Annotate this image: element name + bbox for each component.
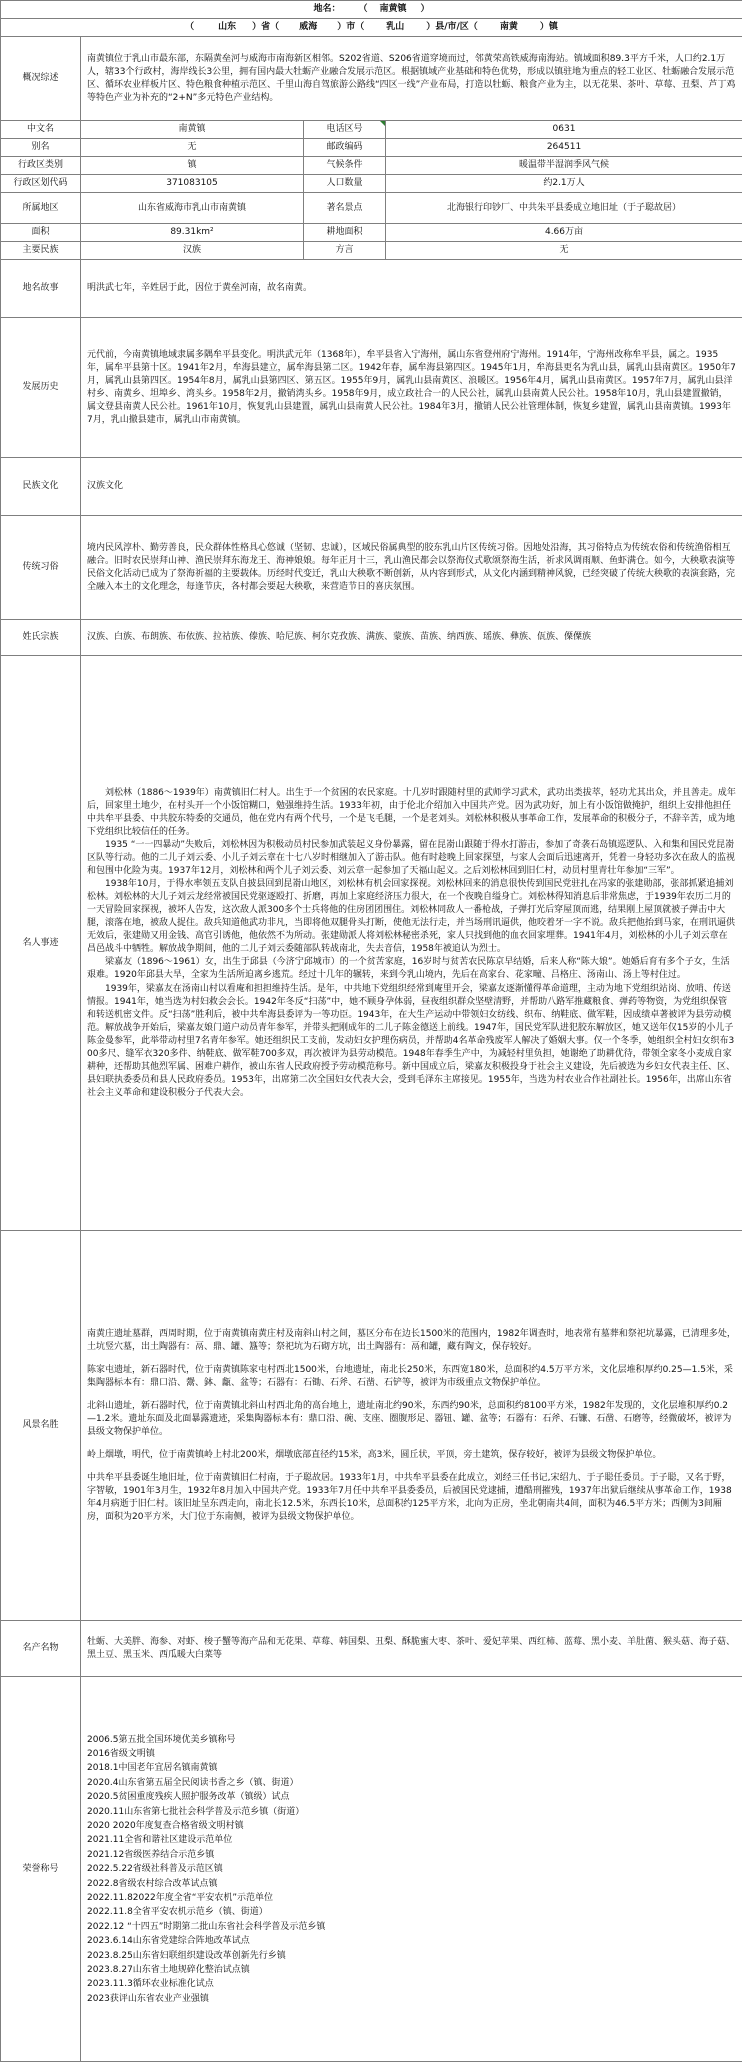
attractions-label: 著名景点 bbox=[304, 193, 386, 224]
population-value: 约2.1万人 bbox=[386, 175, 742, 193]
admin-region-header: （ 山东 ）省（ 威海 ）市（ 乳山 ）县/市/区（ 南黄 ）镇 bbox=[1, 19, 742, 37]
honor-item: 2022.5.22省级社科普及示范区镇 bbox=[87, 1864, 223, 1875]
scenery-paragraph: 陈家屯遗址，新石器时代，位于南黄镇陈家屯村西北1500米，台地遗址，南北长250米，东西宽180米，总面积约4.5万平方米，文化层堆积厚约0.25—1.5米，采集陶器标本有：鼎口沿、鬶、鉢、甗、盆等；石器有：石锄、石斧、石凿、石铲等，被评为市级重点文物保护单位。 bbox=[87, 1364, 733, 1388]
honor-item: 2016省级文明镇 bbox=[87, 1749, 155, 1760]
dialect-label: 方言 bbox=[304, 242, 386, 260]
farmland-value: 4.66万亩 bbox=[386, 224, 742, 242]
province-value: 山东 bbox=[218, 22, 237, 33]
county-value: 乳山 bbox=[386, 22, 405, 33]
honor-item: 2006.5第五批全国环境优美乡镇称号 bbox=[87, 1734, 236, 1745]
alias-value: 无 bbox=[81, 139, 304, 157]
honor-item: 2023.8.25山东省妇联组织建设改革创新先行乡镇 bbox=[87, 1950, 286, 1961]
people-paragraph: 1935 “一一四暴动”失败后，刘松林因为积极动员村民参加武装起义身份暴露，留在昆嵛山跟随于得水打游击，参加了奇袭石岛镇巡逻队、入和集和国民党昆嵛区队等行动。他的二儿子刘云委、小儿子刘云章在十七八岁时相继加入了游击队。他有时趁晚上回家探望，与家人会面后迅速离开，凭着一身轻功多次在敌人的监视和包围中化险为夷。1937年12月，刘松林和两个儿子刘云委、刘云章一起参加了天福山起义。之后刘松林回到旧仁村，动员村里青壮年参加“三军”。 bbox=[87, 840, 736, 877]
area-value: 89.31km² bbox=[81, 224, 304, 242]
postal-label: 邮政编码 bbox=[304, 139, 386, 157]
name-cn-label: 中文名 bbox=[1, 121, 81, 139]
paren-open: （ bbox=[358, 4, 368, 14]
honor-item: 2023.6.14山东省党建综合阵地改革试点 bbox=[87, 1936, 250, 1947]
customs-label: 传统习俗 bbox=[1, 516, 81, 620]
customs-text: 境内民风淳朴、勤劳善良，民众群体性格具心悠诚（坚韧、忠诚），区域民俗属典型的胶东乳山片区传统习俗。因地处沿海，其习俗特点为传统农俗和传统渔俗相互融合。旧时农民崇拜山神、渔民崇拜东海龙王、海神娘娘。每年正月十三，乳山渔民都会以祭海仪式歌颂祭海生活，祈求风调雨顺、鱼虾满仓。如今，大秧歌表演等民俗文化活动已成为了祭海祈福的主要载体。历经时代变迁，乳山大秧歌不断创新，从内容到形式，从文化内涵到精神风貌，已经突破了传统大秧歌的表演套路，完全融入本土的文化理念，每逢节庆，各村都会要起大秧歌，来营造节日的喜庆氛围。 bbox=[81, 516, 742, 620]
products-text: 牡蛎、大美胖、海参、对虾、梭子蟹等海产品和无花果、草莓、韩国梨、丑梨、酥脆蜜大枣、茶叶、爱妃苹果、西红柿、蓝莓、黑小麦、羊肚菌、猴头菇、海子菇、黑土豆、黑玉米、西瓜暖大白菜等 bbox=[81, 1621, 742, 1677]
place-label: 地名： bbox=[313, 4, 341, 14]
honor-item: 2023获评山东省农业产业强镇 bbox=[87, 1993, 209, 2004]
people-paragraph: 刘松林（1886～1939年）南黄镇旧仁村人。出生于一个贫困的农民家庭。十几岁时跟随村里的武师学习武术，武功出类拔萃，轻功尤其出众，并且善走。成年后，回家里土地少，在村头开一个小饭馆糊口，勉强维持生活。1933年初，由于伦北介绍加入中国共产党。因为武功好，加上有小饭馆做掩护，组织上安排他担任中共牟平县委、中共胶东特委的交通员，他在党内有两个代号，一个是飞毛腿，一个是老刘头。刘松林积极从事革命工作，发展革命的积极分子，不辞辛苦，成为地下党组织比较信任的任务。 bbox=[87, 787, 736, 837]
town-value: 南黄 bbox=[499, 22, 518, 33]
place-name-header: 地名： （ 南黄镇 ） bbox=[1, 1, 742, 19]
climate-label: 气候条件 bbox=[304, 157, 386, 175]
town-unit: ）镇 bbox=[539, 22, 558, 33]
scenery-paragraph: 中共牟平县委诞生地旧址，位于南黄镇旧仁村南，于子聪故居。1933年1月，中共牟平县委在此成立，刘经三任书记,宋绍九、于子聪任委员。于子聪，又名于野，字智敏，1901年3月生，1932年8月加入中国共产党。1933年7月任中共牟平县委委员，后被国民党逮捕，遭酷刑摧残，1937年出狱后继续从事革命工作，1938年4月病逝于旧仁村。该旧址呈东西走向，南北长12.5米，东西长10米，总面积约125平方米，北向为正房，坐北朝南共4间，面积为46.5平方米；西侧为3间厢房，面积为20平方米，大门位于东南侧，被评为县级文物保护单位。 bbox=[87, 1472, 732, 1523]
name-cn-value: 南黄镇 bbox=[81, 121, 304, 139]
location-value: 山东省威海市乳山市南黄镇 bbox=[81, 193, 304, 224]
honors-label: 荣誉称号 bbox=[1, 1677, 81, 2062]
honor-item: 2022.12 “十四五”时期第二批山东省社会科学普及示范乡镇 bbox=[87, 1921, 326, 1932]
area-label: 面积 bbox=[1, 224, 81, 242]
county-unit: ）县/市/区（ bbox=[426, 22, 478, 33]
scenery-text bbox=[81, 1231, 742, 1621]
ethnic-culture-text: 汉族文化 bbox=[81, 458, 742, 516]
honor-item: 2022.8省级农村综合改革试点镇 bbox=[87, 1878, 218, 1889]
overview-label: 概况综述 bbox=[1, 37, 81, 121]
honors-list bbox=[81, 1677, 742, 2062]
people-paragraph: 1938年10月，于得水率领五支队自披县回到昆嵛山地区，刘松林有机会回家探视。刘松林回来的消息很快传到国民党驻扎在冯家的张建勋部，张部抓紧追捕刘松林。刘松林的大儿子刘云龙经常被国民党驱逐殴打、折磨，再加上家庭经济压力很大，在一个夜晚自缢身亡。刘松林得知消息后非常焦虑，于1939年农历二月的一天冒险回家探视，被坏人告发，这次敌人派300多个士兵将他的住房团团围住。刘松林同敌人一番枪战，子弹打光后穿屋顶而逃，结果刚上屋顶就被子弹击中大腿，滚落在地，被敌人捉住。敌兵知道他武功非凡，当即将他双腿骨头打断，使他无法行走，并当场刑讯逼供，他咬着牙一字不说。敌兵把他抬到马家，在刑讯逼供无效后，张建勋又用金钱、高官引诱他，他依然不为所动。张建勋派人将刘松林秘密杀死，家人只找到他的血衣回家埋葬。1941年4月，刘松林的小儿子刘云章在昌邑战斗中牺牲。解放战争期间，他的二儿子刘云委随部队转战南北，失去音信，1958年被追认为烈士。 bbox=[87, 879, 736, 955]
people-paragraph: 1939年，梁嘉友在汤南山村以看庵和担担维持生活。是年，中共地下党组织经常到庵里开会，梁嘉友逐渐懂得革命道理，主动为地下党组织站岗、放哨、传送情报。1941年，她当选为村妇救会会长。1942年冬反“扫荡”中，她不顾身孕体弱，昼夜组织群众坚壁清野，并帮助八路军推藏粮食、弹药等物资，为党组织保管和转送机密文件。反“扫荡”胜利后，被中共牟海县委评为一等功臣。1943年，在大生产运动中带领妇女纺线、织布、纳鞋底、做军鞋，因成绩卓著被评为县劳动模范。解放战争开始后，梁嘉友娘门道户动员青年参军，并带头把刚成年的二儿子陈金德送上前线。1947年，国民党军队进犯胶东解放区，她又送年仅15岁的小儿子陈金曼参军，此举带动村里7名青年参军。她还组织民工支前，发动妇女护理伤病员，并帮助4名革命残废军人解决了婚姻大事。仅一个冬季，她组织全村妇女织布300多尺、缝军衣320多件、纳鞋底、做军鞋700多双，再次被评为县劳动模范。1948年春季生产中，为减轻村里负担，她谢绝了助耕优待，带领全家冬小麦成自家耕种，还帮助其他烈军属、困难户耕作，被山东省人民政府授予劳动模范称号。新中国成立后，梁嘉友积极投身于社会主义建设，先后被选为乡妇女代表主任、区、县妇联执委委员和县人民政府委员。1953年，出席第二次全国妇女代表大会，受到毛泽东主席接见。1955年，当选为村农业合作社副社长。1956年，出席山东省社会主义革命和建设积极分子代表大会。 bbox=[87, 983, 736, 1098]
admin-type-value: 镇 bbox=[81, 157, 304, 175]
history-label: 发展历史 bbox=[1, 318, 81, 458]
climate-value: 暖温带半湿润季风气候 bbox=[386, 157, 742, 175]
honor-item: 2022.11.82022年度全省“平安农机”示范单位 bbox=[87, 1892, 274, 1903]
location-label: 所属地区 bbox=[1, 193, 81, 224]
admin-code-label: 行政区划代码 bbox=[1, 175, 81, 193]
honor-item: 2022.11.8全省平安农机示范乡（镇、街道） bbox=[87, 1907, 268, 1918]
honor-item: 2020 2020年度复查合格省级文明村镇 bbox=[87, 1821, 244, 1831]
city-unit: ）市（ bbox=[337, 22, 365, 33]
story-text: 明洪武七年，辛姓居于此，因位于黄垒河南，故名南黄。 bbox=[81, 260, 742, 318]
honor-item: 2020.11山东省第七批社会科学普及示范乡镇（街道） bbox=[87, 1806, 305, 1817]
population-label: 人口数量 bbox=[304, 175, 386, 193]
story-label: 地名故事 bbox=[1, 260, 81, 318]
admin-type-label: 行政区类别 bbox=[1, 157, 81, 175]
postal-value: 264511 bbox=[386, 139, 742, 157]
province-unit: ）省（ bbox=[252, 22, 280, 33]
honor-item: 2018.1中国老年宜居名镇南黄镇 bbox=[87, 1763, 218, 1774]
alias-label: 别名 bbox=[1, 139, 81, 157]
people-text bbox=[81, 656, 742, 1231]
area-code-value: 0631 bbox=[386, 121, 742, 139]
honor-item: 2023.8.27山东省土地规碎化整治试点镇 bbox=[87, 1964, 250, 1975]
ethnic-value: 汉族 bbox=[81, 242, 304, 260]
honor-item: 2021.11全省和谐社区建设示范单位 bbox=[87, 1835, 233, 1846]
people-label: 名人事迹 bbox=[1, 656, 81, 1231]
surnames-text: 汉族、白族、布朗族、布依族、拉祜族、傣族、哈尼族、柯尔克孜族、满族、蒙族、苗族、纳西族、瑶族、彝族、佤族、傈僳族 bbox=[81, 620, 742, 656]
people-paragraph: 梁嘉友（1896～1961）女，出生于邱县（今济宁邱城市）的一个贫苦家庭，16岁时与贫苦农民陈京早结婚，后来人称“陈大娘”。她婚后育有多个子女，生活艰难。1920年邱县大旱，全家为生活所迫离乡逃荒。经过十几年的辗转，来到今乳山境内，先后在高家台、花家疃、吕格庄、汤南山、汤上等村住过。 bbox=[87, 957, 730, 981]
scenery-paragraph: 南黄庄遗址墓群，西周时期，位于南黄镇南黄庄村及南斜山村之间，墓区分布在边长1500米的范围内，1982年调查时，地表常有墓葬和祭祀坑暴露，已清理多处，土坑竖穴墓，出土陶器有：鬲、鼎、罐、簋等；祭祀坑为石砌方坑，出土陶器有：鬲和罐，藏有陶文，保存较好。 bbox=[87, 1328, 736, 1352]
honor-item: 2023.11.3循环农业标准化试点 bbox=[87, 1979, 214, 1990]
area-code-label: 电话区号 bbox=[304, 121, 386, 139]
scenery-paragraph: 北斜山遗址，新石器时代，位于南黄镇北斜山村西北角的高台地上，遗址南北约90米，东西约90米，总面积约8100平方米，1982年发现的，文化层堆积厚约0.2—1.2米。遗址东面及北面暴露遗迹，采集陶器标本有：鼎口沿、碗、支座、圈腹形足、器钮、罐、盆等；石器有：石斧、石镰、石凿、石磨等，经微破坏，被评为县级文物保护单位。 bbox=[87, 1400, 732, 1437]
ethnic-label: 主要民族 bbox=[1, 242, 81, 260]
overview-text: 南黄镇位于乳山市最东部，东隔黄垒河与威海市南海新区相邻。S202省道、S206省道穿境而过，邻黄荣高铁威海南海站。镇域面积89.3平方千米，人口约2.1万人，辖33个行政村，海岸线长3公里，拥有国内最大牡蛎产业融合发展示范区。根据镇域产业基础和特色优势，形成以镇驻地为重点的轻工业区、牡蛎融合发展示范区、循环农业样板片区、特色粮食种植示范区、千里山海自驾旅游公路线“四区一线”产业布局，打造以牡蛎、粮食产业为主，以无花果、茶叶、草莓、丑梨、芦丁鸡等特色产业为补充的“2+N”多元特色产业结构。 bbox=[81, 37, 742, 121]
honor-item: 2020.5贫困重度残疾人照护服务改革（镇级）试点 bbox=[87, 1792, 290, 1803]
history-text: 元代前，今南黄镇地域隶属多隅牟平县变化。明洪武元年（1368年），牟平县省入宁海州，属山东省登州府宁海州。1914年，宁海州改称牟平县，属之。1935年，属牟平县第十区。1941年2月，牟海县建立，属牟海县第二区。1942年春，属牟海县第四区。1945年1月，牟海县更名为乳山县，属乳山县南黄区。1950年7月，属乳山县第四区。1954年8月，属乳山县第四区、第五区。1955年9月，属乳山县南黄区、浪暖区。1956年4月，属乳山县南黄区。1957年7月，属乳山县洋村乡、南黄乡、坦埠乡、湾头乡。1958年2月，撤销湾头乡。1958年9月，成立政社合一的人民公社，属乳山县南黄人民公社。1958年10月，乳山县建置撤销，属文登县南黄人民公社。1961年10月，恢复乳山县建置，属乳山县南黄人民公社。1984年3月，撤销人民公社管理体制，恢复乡建置，属乳山县南黄镇。1993年7月，乳山撤县建市，属乳山市南黄镇。 bbox=[81, 318, 742, 458]
scenery-label: 风景名胜 bbox=[1, 1231, 81, 1621]
dialect-value: 无 bbox=[386, 242, 742, 260]
products-label: 名产名物 bbox=[1, 1621, 81, 1677]
surnames-label: 姓氏宗族 bbox=[1, 620, 81, 656]
honor-item: 2020.4山东省第五届全民阅读书香之乡（镇、街道） bbox=[87, 1777, 299, 1788]
scenery-paragraph: 岭上烟墩，明代，位于南黄镇岭上村北200米，烟墩底部直径约15米，高3米，圆丘状，平顶，旁土建筑，保存较好，被评为县级文物保护单位。 bbox=[87, 1449, 662, 1460]
admin-code-value: 371083105 bbox=[81, 175, 304, 193]
ethnic-culture-label: 民族文化 bbox=[1, 458, 81, 516]
farmland-label: 耕地面积 bbox=[304, 224, 386, 242]
honor-item: 2021.12省级医养结合示范乡镇 bbox=[87, 1849, 215, 1860]
city-value: 威海 bbox=[299, 22, 318, 33]
place-name-value: 南黄镇 bbox=[379, 4, 407, 14]
attractions-value: 北海银行印钞厂、中共朱平县委成立地旧址（于子聪故居） bbox=[386, 193, 742, 224]
